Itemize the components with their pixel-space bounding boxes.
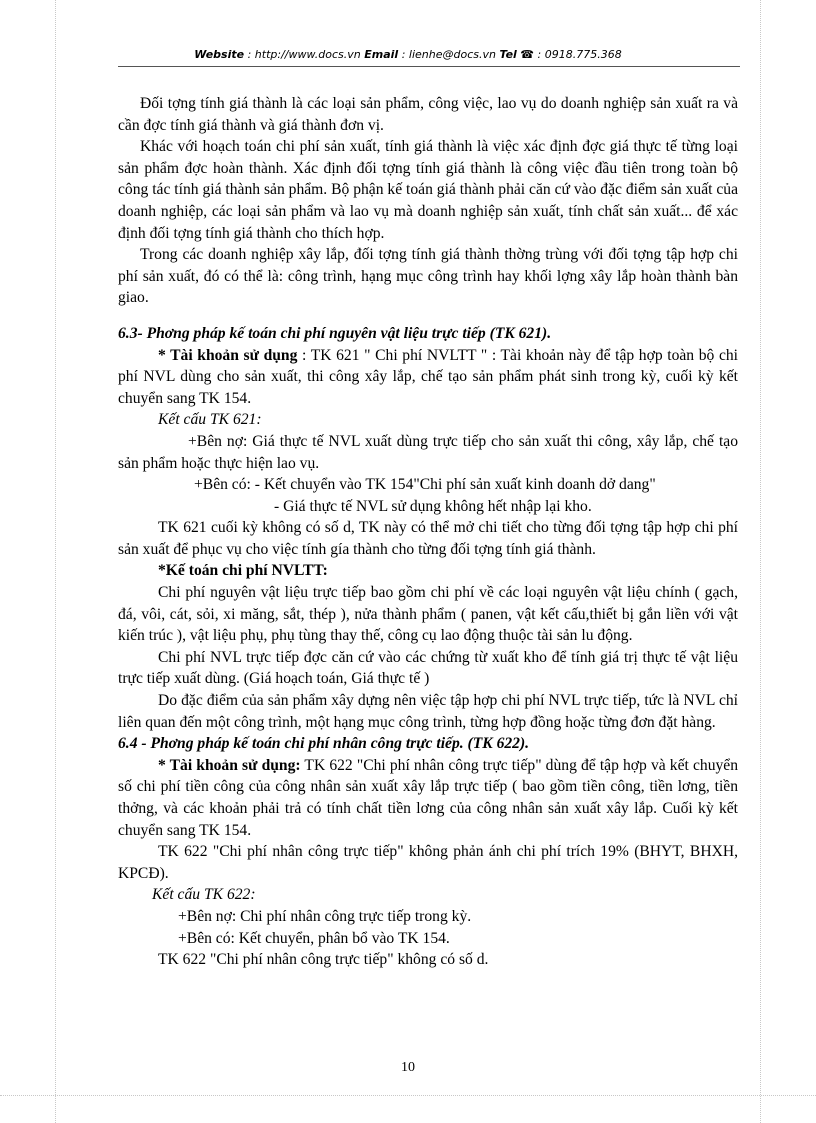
subsection-heading: *Kế toán chi phí NVLTT: (158, 562, 328, 580)
structure-title-622: Kết cấu TK 622: (152, 886, 256, 904)
account-label: * Tài khoản sử dụng: (158, 756, 301, 774)
email-value: : lienhe@docs.vn (398, 48, 500, 61)
paragraph: Đối tợng tính giá thành là các loại sản phẩm, công việc, lao vụ do doanh nghiệp sản xuất ra và cần đợc tính giá thành và giá thành đơn vị. (118, 95, 738, 134)
debit-side-621: +Bên nợ: Giá thực tế NVL xuất dùng trực tiếp cho sản xuất thi công, xây lắp, chế tạo sản phẩm hoặc thực hiện lao vụ. (118, 432, 738, 472)
paragraph: Chi phí NVL trực tiếp đợc căn cứ vào các chứng từ xuất kho để tính giá trị thực tế vật liệu trực tiếp xuất dùng. (Giá hoạch toán, Giá thực tế ) (118, 648, 738, 688)
structure-title-621: Kết cấu TK 621: (158, 411, 262, 429)
section-heading-6-4: 6.4 - Phơng pháp kế toán chi phí nhân công trực tiếp. (TK 622). (118, 735, 530, 753)
paragraph: Khác với hoạch toán chi phí sản xuất, tính giá thành là việc xác định đợc giá thực tế từng loại sản phẩm đợc hoàn thành. Xác định đối tợng tính giá thành là công việc đầu tiên trong toàn bộ công tác tính giá thành sản phẩm. Bộ phận kế toán giá thành phải căn cứ vào đặc điểm sản xuất của doanh nghiệp, các loại sản phẩm và lao vụ mà doanh nghiệp sản xuất, tính chất sản xuất... để xác định đối tợng tính giá thành cho thích hợp. (118, 138, 738, 242)
paragraph: Chi phí nguyên vật liệu trực tiếp bao gồm chi phí về các loại nguyên vật liệu chính ( gạch, đá, vôi, cát, sỏi, xi măng, sắt, thép ), nửa thành phẩm ( panen, vật kết cấu,thiết bị gắn liền với vật kiến trúc ), vật liệu phụ, phụ tùng thay thế, công cụ lao động thuộc tài sản lu động. (118, 584, 738, 645)
page-margin-right (760, 0, 762, 1123)
tel-value: ☎ : 0918.775.368 (516, 48, 622, 61)
account-text: TK 622 "Chi phí nhân công trực tiếp" dùng để tập hợp và kết chuyển số chi phí tiền công của công nhân sản xuất xây lắp trực tiếp ( bao gồm tiền công, tiền lơng, tiền thởng, và các khoản phải trả có tính chất tiền lơng của công nhân sản xuất xây lắp. Cuối kỳ kết chuyển sang TK 154. (118, 756, 739, 839)
credit-side-621-item: - Giá thực tế NVL sử dụng không hết nhập lại kho. (274, 497, 592, 515)
paragraph: Do đặc điểm của sản phẩm xây dựng nên việc tập hợp chi phí NVL trực tiếp, tức là NVL chỉ liên quan đến một công trình, một hạng mục công trình, từng hợp đồng hoặc từng đơn đặt hàng. (118, 692, 738, 731)
page-number: 10 (401, 1060, 415, 1075)
paragraph: Trong các doanh nghiệp xây lắp, đối tợng tính giá thành thờng trùng với đối tợng tập hợp chi phí sản xuất, đó có thể là: công trình, hạng mục công trình hay khối lợng xây lắp hoàn thành bàn giao. (118, 246, 738, 307)
document-body (118, 93, 738, 971)
paragraph: TK 622 "Chi phí nhân công trực tiếp" không có số d. (158, 951, 489, 969)
email-label: Email (364, 48, 399, 61)
credit-side-622: +Bên có: Kết chuyển, phân bổ vào TK 154. (178, 929, 450, 947)
account-label: * Tài khoản sử dụng (158, 346, 298, 364)
debit-side-622: +Bên nợ: Chi phí nhân công trực tiếp trong kỳ. (178, 907, 472, 925)
website-value: : http://www.docs.vn (244, 48, 365, 61)
page-margin-bottom (0, 1095, 816, 1097)
paragraph: TK 622 "Chi phí nhân công trực tiếp" không phản ánh chi phí trích 19% (BHYT, BHXH, KPCĐ). (118, 843, 738, 882)
website-label: Website (194, 48, 245, 61)
section-heading-6-3: 6.3- Phơng pháp kế toán chi phí nguyên vật liệu trực tiếp (TK 621). (118, 324, 552, 342)
page-header (0, 48, 816, 61)
account-paragraph-621 (118, 345, 738, 410)
paragraph: TK 621 cuối kỳ không có số d, TK này có thể mở chi tiết cho từng đối tợng tập hợp chi phí sản xuất để phục vụ cho việc tính gía thành cho từng đối tợng tính giá thành. (118, 519, 738, 558)
header-rule (118, 66, 740, 67)
account-paragraph-622 (118, 755, 738, 841)
credit-side-621: +Bên có: - Kết chuyển vào TK 154"Chi phí sản xuất kinh doanh dở dang" (194, 476, 656, 494)
tel-label: Tel (499, 48, 517, 61)
page-margin-left (55, 0, 57, 1123)
account-text: : TK 621 " Chi phí NVLTT " : Tài khoản này để tập hợp toàn bộ chi phí NVL dùng cho sản xuất, thi công xây lắp, chế tạo sản phẩm phát sinh trong kỳ, cuối kỳ kết chuyển sang TK 154. (118, 346, 738, 407)
